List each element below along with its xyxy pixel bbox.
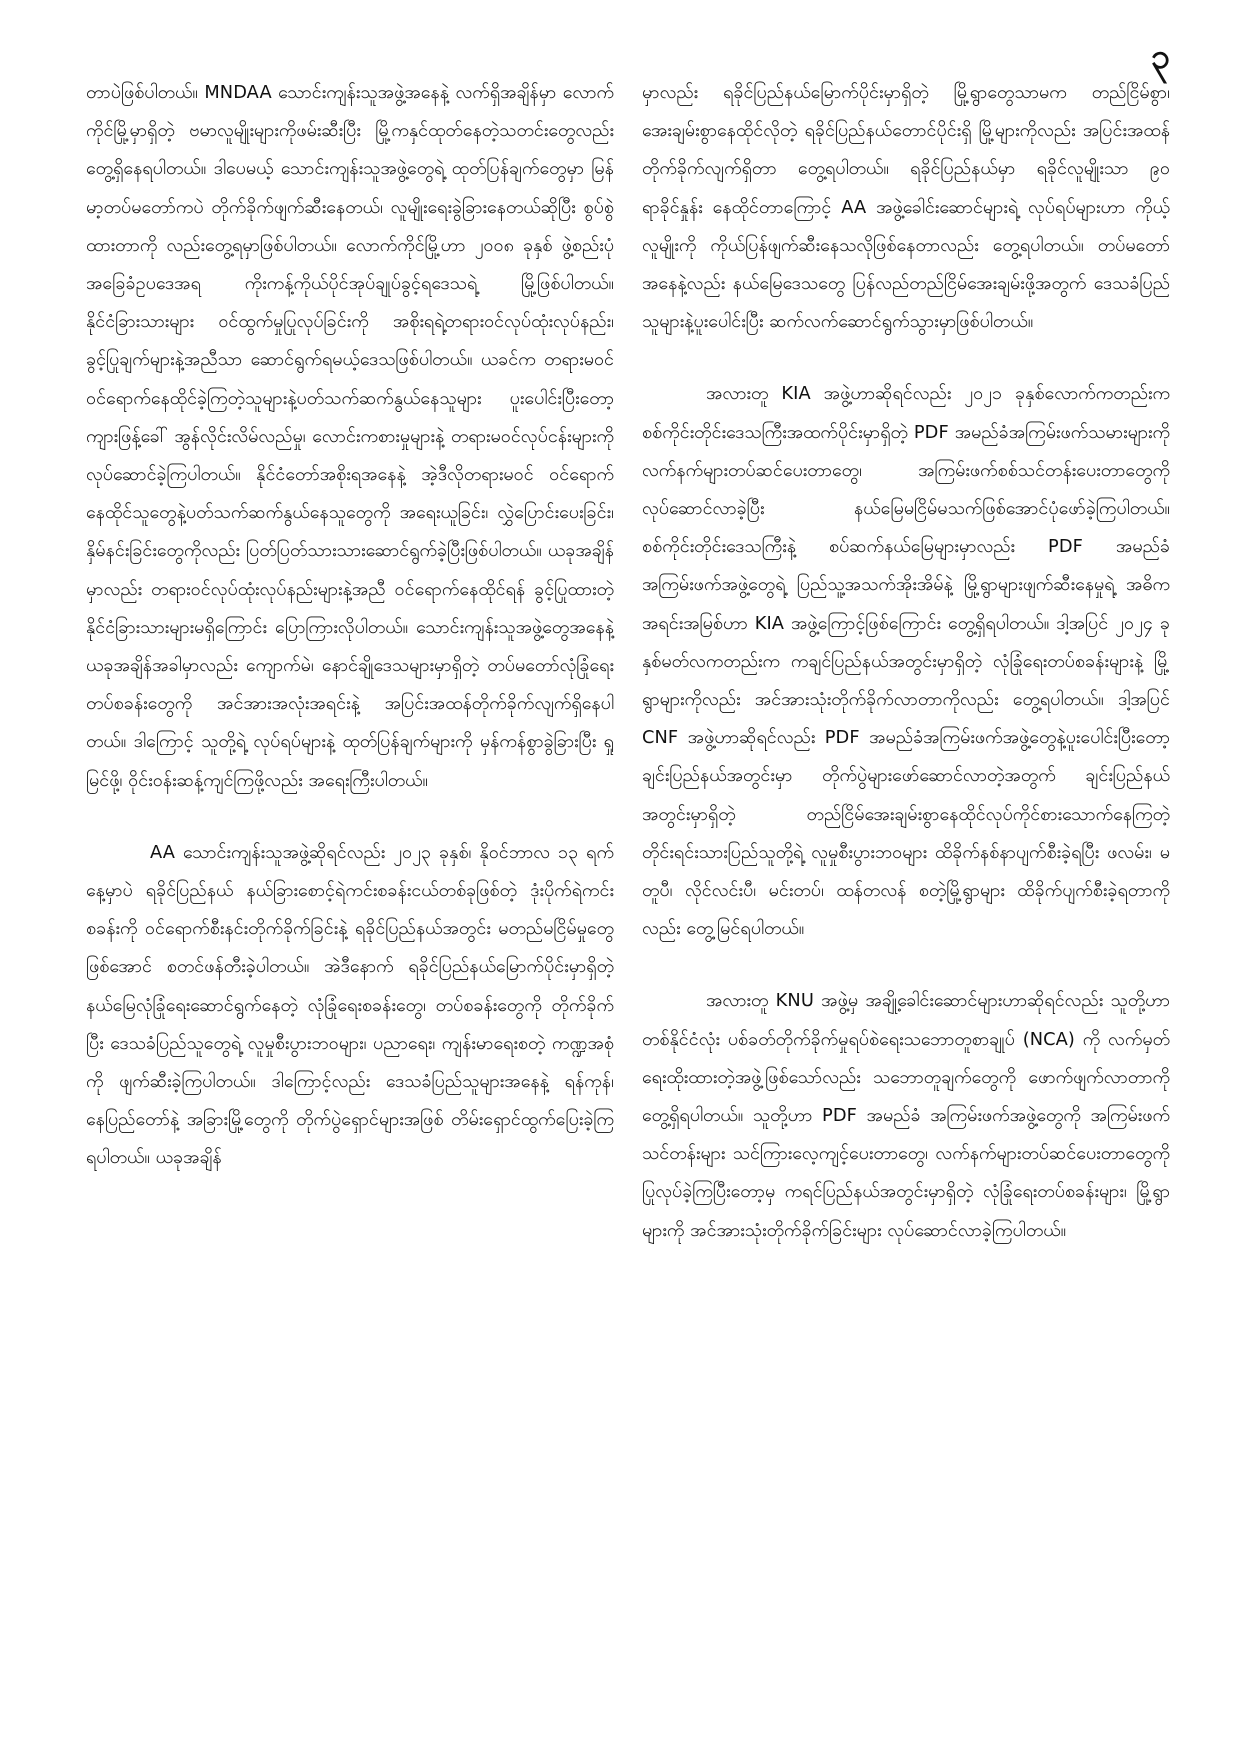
- page-number: ၃: [1150, 37, 1170, 77]
- paragraph: AA သောင်းကျန်းသူအဖွဲ့ဆိုရင်လည်း ၂၀၂၃ ခုနှစ်၊ နိုဝင်ဘာလ ၁၃ ရက်နေ့မှာပဲ ရခိုင်ပြည်နယ် နယ်ခြားစောင့်ရဲကင်းစခန်းငယ်တစ်ခုဖြစ်တဲ့ ဒုံးပိုက်ရဲကင်းစခန်းကို ဝင်ရောက်စီးနင်းတိုက်ခိုက်ခြင်းနဲ့ ရခိုင်ပြည်နယ်အတွင်း မတည်မငြိမ်မှုတွေဖြစ်အောင် စတင်ဖန်တီးခဲ့ပါတယ်။ အဲဒီနောက် ရခိုင်ပြည်နယ်မြောက်ပိုင်းမှာရှိတဲ့ နယ်မြေလုံခြုံရေးဆောင်ရွက်နေတဲ့ လုံခြုံရေးစခန်းတွေ၊ တပ်စခန်းတွေကို တိုက်ခိုက်ပြီး ဒေသခံပြည်သူတွေရဲ့ လူမှုစီးပွားဘဝများ၊ ပညာရေး၊ ကျန်းမာရေးစတဲ့ ကဏ္ဍအစုံကို ဖျက်ဆီးခဲ့ကြပါတယ်။ ဒါကြောင့်လည်း ဒေသခံပြည်သူများအနေနဲ့ ရန်ကုန်၊ နေပြည်တော်နဲ့ အခြားမြို့တွေကို တိုက်ပွဲရှောင်များအဖြစ် တိမ်းရှောင်ထွက်ပြေးခဲ့ကြရပါတယ်။ ယခုအချိန်: [86, 841, 614, 1169]
- paragraph: အလားတူ KNU အဖွဲ့မှ အချို့ခေါင်းဆောင်များဟာဆိုရင်လည်း သူတို့ဟာ တစ်နိုင်ငံလုံး ပစ်ခတ်တိုက်ခိုက်မှုရပ်စဲရေးသဘောတူစာချုပ် (NCA) ကို လက်မှတ်ရေးထိုးထားတဲ့အဖွဲ့ဖြစ်သော်လည်း သဘောတူချက်တွေကို ဖောက်ဖျက်လာတာကို တွေ့ရှိရပါတယ်။ သူတို့ဟာ PDF အမည်ခံ အကြမ်းဖက်အဖွဲ့တွေကို အကြမ်းဖက်သင်တန်းများ သင်ကြားလေ့ကျင့်ပေးတာတွေ၊ လက်နက်များတပ်ဆင်ပေးတာတွေကို ပြုလုပ်ခဲ့ကြပြီးတော့မှ ကရင်ပြည်နယ်အတွင်းမှာရှိတဲ့ လုံခြုံရေးတပ်စခန်းများ၊ မြို့ရွာများကို အင်အားသုံးတိုက်ခိုက်ခြင်းများ လုပ်ဆောင်လာခဲ့ကြပါတယ်။: [642, 990, 1170, 1241]
- article-body: [86, 74, 1170, 1674]
- paragraph: တာပဲဖြစ်ပါတယ်။ MNDAA သောင်းကျန်းသူအဖွဲ့အနေနဲ့ လက်ရှိအချိန်မှာ လောက်ကိုင်မြို့မှာရှိတဲ့ ဗမာလူမျိုးများကိုဖမ်းဆီးပြီး မြို့ကနှင်ထုတ်နေတဲ့သတင်းတွေလည်း တွေ့ရှိနေရပါတယ်။ ဒါပေမယ့် သောင်းကျန်းသူအဖွဲ့တွေရဲ့ ထုတ်ပြန်ချက်တွေမှာ မြန်မာ့တပ်မတော်ကပဲ တိုက်ခိုက်ဖျက်ဆီးနေတယ်၊ လူမျိုးရေးခွဲခြားနေတယ်ဆိုပြီး စွပ်စွဲထားတာကို လည်းတွေ့ရမှာဖြစ်ပါတယ်။ လောက်ကိုင်မြို့ဟာ ၂၀၀၈ ခုနှစ် ဖွဲ့စည်းပုံအခြေခံဥပဒေအရ ကိုးကန့်ကိုယ်ပိုင်အုပ်ချုပ်ခွင့်ရဒေသရဲ့ မြို့ဖြစ်ပါတယ်။ နိုင်ငံခြားသားများ ဝင်ထွက်မှုပြုလုပ်ခြင်းကို အစိုးရရဲ့တရားဝင်လုပ်ထုံးလုပ်နည်း၊ ခွင့်ပြုချက်များနဲ့အညီသာ ဆောင်ရွက်ရမယ့်ဒေသဖြစ်ပါတယ်။ ယခင်က တရားမဝင် ဝင်ရောက်နေထိုင်ခဲ့ကြတဲ့သူများနဲ့ပတ်သက်ဆက်နွယ်နေသူများ ပူးပေါင်းပြီးတော့ ကျားဖြန့်ခေါ် အွန်လိုင်းလိမ်လည်မှု၊ လောင်းကစားမှုများနဲ့ တရားမဝင်လုပ်ငန်းများကို လုပ်ဆောင်ခဲ့ကြပါတယ်။ နိုင်ငံတော်အစိုးရအနေနဲ့ အဲ့ဒီလိုတရားမဝင် ဝင်ရောက်နေထိုင်သူတွေနဲ့ပတ်သက်ဆက်နွယ်နေသူတွေကို အရေးယူခြင်း၊ လွှဲပြောင်းပေးခြင်း၊ နှိမ်နင်းခြင်းတွေကိုလည်း ပြတ်ပြတ်သားသားဆောင်ရွက်ခဲ့ပြီးဖြစ်ပါတယ်။ ယခုအချိန်မှာလည်း တရားဝင်လုပ်ထုံးလုပ်နည်းများနဲ့အညီ ဝင်ရောက်နေထိုင်ရန် ခွင့်ပြုထားတဲ့ နိုင်ငံခြားသားများမရှိကြောင်း ပြောကြားလိုပါတယ်။ သောင်းကျန်းသူအဖွဲ့တွေအနေနဲ့ ယခုအချိန်အခါမှာလည်း ကျောက်မဲ၊ နောင်ချိုဒေသများမှာရှိတဲ့ တပ်မတော်လုံခြုံရေးတပ်စခန်းတွေကို အင်အားအလုံးအရင်းနဲ့ အပြင်းအထန်တိုက်ခိုက်လျက်ရှိနေပါတယ်။ ဒါကြောင့် သူတို့ရဲ့ လုပ်ရပ်များနဲ့ ထုတ်ပြန်ချက်များကို မှန်ကန်စွာခွဲခြားပြီး ရှုမြင်ဖို့၊ ဝိုင်းဝန်းဆန့်ကျင်ကြဖို့လည်း အရေးကြီးပါတယ်။: [86, 82, 614, 791]
- paragraph: မှာလည်း ရခိုင်ပြည်နယ်မြောက်ပိုင်းမှာရှိတဲ့ မြို့ရွာတွေသာမက တည်ငြိမ်စွာ၊ အေးချမ်းစွာနေထိုင်လိုတဲ့ ရခိုင်ပြည်နယ်တောင်ပိုင်းရှိ မြို့များကိုလည်း အပြင်းအထန်တိုက်ခိုက်လျက်ရှိတာ တွေ့ရပါတယ်။ ရခိုင်ပြည်နယ်မှာ ရခိုင်လူမျိုးသာ ၉၀ ရာခိုင်နှုန်း နေထိုင်တာကြောင့် AA အဖွဲ့ခေါင်းဆောင်များရဲ့ လုပ်ရပ်များဟာ ကိုယ့်လူမျိုးကို ကိုယ်ပြန်ဖျက်ဆီးနေသလိုဖြစ်နေတာလည်း တွေ့ရပါတယ်။ တပ်မတော်အနေနဲ့လည်း နယ်မြေဒေသတွေ ပြန်လည်တည်ငြိမ်အေးချမ်းဖို့အတွက် ဒေသခံပြည်သူများနဲ့ပူးပေါင်းပြီး ဆက်လက်ဆောင်ရွက်သွားမှာဖြစ်ပါတယ်။: [642, 82, 1170, 333]
- left-column: [86, 74, 614, 1674]
- paragraph: အလားတူ KIA အဖွဲ့ဟာဆိုရင်လည်း ၂၀၂၁ ခုနှစ်လောက်ကတည်းက စစ်ကိုင်းတိုင်းဒေသကြီးအထက်ပိုင်းမှာရှိတဲ့ PDF အမည်ခံအကြမ်းဖက်သမားများကို လက်နက်များတပ်ဆင်ပေးတာတွေ၊ အကြမ်းဖက်စစ်သင်တန်းပေးတာတွေကို လုပ်ဆောင်လာခဲ့ပြီး နယ်မြေမငြိမ်မသက်ဖြစ်အောင်ပုံဖော်ခဲ့ကြပါတယ်။ စစ်ကိုင်းတိုင်းဒေသကြီးနဲ့ စပ်ဆက်နယ်မြေများမှာလည်း PDF အမည်ခံ အကြမ်းဖက်အဖွဲ့တွေရဲ့ ပြည်သူ့အသက်အိုးအိမ်နဲ့ မြို့ရွာများဖျက်ဆီးနေမှုရဲ့ အဓိကအရင်းအမြစ်ဟာ KIA အဖွဲ့ကြောင့်ဖြစ်ကြောင်း တွေ့ရှိရပါတယ်။ ဒါ့အပြင် ၂၀၂၄ ခုနှစ်မတ်လကတည်းက ကချင်ပြည်နယ်အတွင်းမှာရှိတဲ့ လုံခြုံရေးတပ်စခန်းများနဲ့ မြို့ရွာများကိုလည်း အင်အားသုံးတိုက်ခိုက်လာတာကိုလည်း တွေ့ရပါတယ်။ ဒါ့အပြင် CNF အဖွဲ့ဟာဆိုရင်လည်း PDF အမည်ခံအကြမ်းဖက်အဖွဲ့တွေနဲ့ပူးပေါင်းပြီးတော့ ချင်းပြည်နယ်အတွင်းမှာ တိုက်ပွဲများဖော်ဆောင်လာတဲ့အတွက် ချင်းပြည်နယ်အတွင်းမှာရှိတဲ့ တည်ငြိမ်အေးချမ်းစွာနေထိုင်လုပ်ကိုင်စားသောက်နေကြတဲ့ တိုင်းရင်းသားပြည်သူတို့ရဲ့ လူမှုစီးပွားဘဝများ ထိခိုက်နစ်နာပျက်စီးခဲ့ရပြီး ဖလမ်း၊ မတူပီ၊ လိုင်လင်းပီ၊ မင်းတပ်၊ ထန်တလန် စတဲ့မြို့ရွာများ ထိခိုက်ပျက်စီးခဲ့ရတာကိုလည်း တွေ့မြင်ရပါတယ်။: [642, 383, 1170, 940]
- right-column: [642, 74, 1170, 1674]
